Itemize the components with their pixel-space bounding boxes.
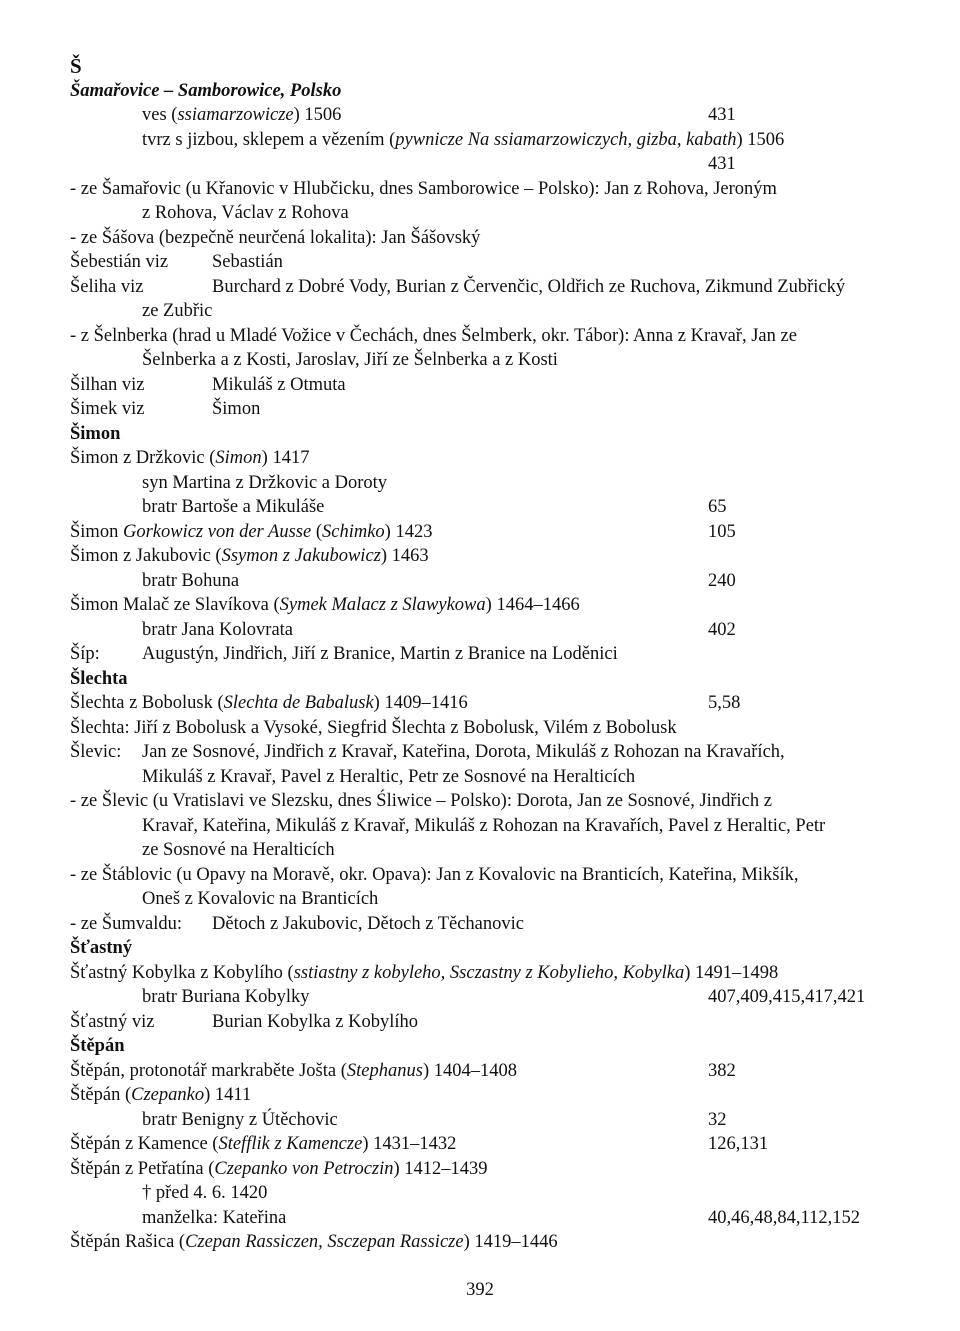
- entry-source-form: Slechta de Babalusk: [223, 693, 374, 713]
- entry-text: Mikuláš z Kravař, Pavel z Heraltic, Petr ze Sosnové na Heralticích: [142, 766, 636, 787]
- index-subline: [70, 128, 900, 153]
- entry-text: ze Sosnové na Heralticích: [142, 840, 335, 860]
- entry-text: bratr Buriana Kobylky: [142, 987, 310, 1007]
- index-line: Šlechta: Jiří z Bobolusk a Vysoké, Siegfrid Šlechta z Bobolusk, Vilém z Bobolusk: [70, 717, 677, 738]
- entry-text: Šťastný Kobylka z Kobylího (: [70, 962, 294, 983]
- entry-text: Šimon Malač ze Slavíkova (: [70, 595, 280, 615]
- index-entry: [70, 593, 900, 618]
- entry-heading: Šimon: [70, 423, 121, 444]
- entry-text: ) 1463: [380, 546, 429, 566]
- entry-text: Štěpán z Petřatína (: [70, 1158, 215, 1179]
- entry-text: ) 1431–1432: [362, 1134, 457, 1154]
- cross-reference-line: [70, 373, 900, 398]
- entry-text: Šimon: [70, 521, 123, 542]
- cross-reference-target: Augustýn, Jindřich, Jiří z Branice, Martin z Branice na Loděnici: [142, 644, 618, 664]
- index-entry: [70, 446, 900, 471]
- entry-text: Šimon z Jakubovic (: [70, 546, 222, 566]
- cross-reference-target: Burian Kobylka z Kobylího: [212, 1011, 419, 1032]
- entry-source-form: ssiamarzowicze: [177, 105, 294, 125]
- entry-text: tvrz s jizbou, sklepem a vězením (: [142, 129, 396, 150]
- index-entry: [70, 691, 900, 716]
- entry-text: Štěpán, protonotář markraběte Jošta (: [70, 1060, 347, 1081]
- entry-text: Štěpán (: [70, 1085, 132, 1105]
- index-subline: [70, 1108, 900, 1133]
- entry-text: ) 1464–1466: [485, 595, 580, 615]
- index-entry: [70, 1157, 900, 1182]
- entry-text: Šlechta z Bobolusk (: [70, 693, 224, 713]
- index-line: - ze Šášova (bezpečně neurčená lokalita): Jan Šášovský: [70, 227, 481, 248]
- index-entry: [70, 1083, 900, 1108]
- entry-text: ) 1419–1446: [463, 1232, 558, 1252]
- entry-source-form: Ssymon z Jakubowicz: [221, 546, 381, 566]
- cross-reference-line: [70, 275, 900, 300]
- cross-reference-label: Šeliha viz: [70, 276, 144, 297]
- cross-reference-target: Mikuláš z Otmuta: [212, 374, 346, 395]
- entry-text: † před 4. 6. 1420: [142, 1183, 268, 1203]
- entry-source-form: Simon: [215, 448, 262, 468]
- entry-source-form: Stephanus: [346, 1060, 423, 1081]
- index-subline: [70, 299, 900, 324]
- entry-source-form: Symek Malacz z Slawykowa: [279, 595, 486, 615]
- entry-heading: Šlechta: [70, 668, 128, 689]
- entry-text: z Rohova, Václav z Rohova: [142, 203, 349, 223]
- entry-text: ) 1506: [293, 105, 342, 125]
- cross-reference-line: [70, 642, 900, 667]
- index-entry: [70, 961, 900, 986]
- entry-text: bratr Bohuna: [142, 570, 240, 591]
- entry-text: ) 1409–1416: [373, 693, 468, 713]
- entry-source-form: sstiastny z kobyleho, Ssczastny z Kobylieho, Kobylka: [293, 962, 685, 983]
- entry-text: ves (: [142, 105, 178, 125]
- entry-text: (: [311, 521, 322, 542]
- index-subline: [70, 1206, 900, 1231]
- cross-reference-label: Šlevic:: [70, 742, 122, 762]
- index-subline: [70, 985, 900, 1010]
- entry-text: ) 1506: [736, 129, 785, 150]
- cross-reference-line: [70, 912, 900, 937]
- cross-reference-target: Sebastián: [212, 252, 283, 272]
- entry-text: bratr Benigny z Útěchovic: [142, 1109, 338, 1130]
- entry-text: Kravař, Kateřina, Mikuláš z Kravař, Mikuláš z Rohozan na Kravařích, Pavel z Heraltic, Petr: [142, 815, 826, 836]
- index-subline: [70, 765, 900, 790]
- index-line: - ze Štáblovic (u Opavy na Moravě, okr. Opava): Jan z Kovalovic na Branticích, Kateřina, Mikšík,: [70, 864, 799, 885]
- index-subline: [70, 838, 900, 863]
- cross-reference-label: Šimek viz: [70, 399, 145, 419]
- cross-reference-target: Jan ze Sosnové, Jindřich z Kravař, Kateřina, Dorota, Mikuláš z Rohozan na Kravařích,: [142, 742, 785, 762]
- index-line: - ze Šamařovic (u Křanovic v Hlubčicku, dnes Samborowice – Polsko): Jan z Rohova, Jeroným: [70, 178, 777, 199]
- entry-text: ) 1423: [384, 521, 433, 542]
- cross-reference-target: Šimon: [212, 399, 261, 419]
- page-reference-line: [70, 152, 900, 177]
- entry-text: Oneš z Kovalovic na Branticích: [142, 889, 379, 909]
- entry-text: bratr Bartoše a Mikuláše: [142, 497, 325, 517]
- entry-text: Šelnberka a z Kosti, Jaroslav, Jiří ze Šelnberka a z Kosti: [142, 350, 558, 370]
- page-reference: 382: [708, 1060, 736, 1081]
- index-subline: [70, 103, 900, 128]
- page-reference: 402: [708, 619, 736, 640]
- cross-reference-line: [70, 397, 900, 422]
- page-reference: 65: [708, 497, 727, 517]
- entry-text: Štěpán z Kamence (: [70, 1134, 219, 1154]
- index-subline: [70, 471, 900, 496]
- page-reference: 240: [708, 570, 736, 591]
- index-subline: [70, 1181, 900, 1206]
- entry-heading: Šťastný: [70, 938, 133, 958]
- index-subline: [70, 814, 900, 839]
- index-subline: [70, 618, 900, 643]
- entry-source-form: Stefflik z Kamencze: [218, 1134, 363, 1154]
- cross-reference-line: [70, 250, 900, 275]
- index-entry: [70, 1059, 900, 1084]
- index-subline: [70, 887, 900, 912]
- entry-heading: Štěpán: [70, 1036, 125, 1056]
- entry-text: ) 1417: [261, 448, 310, 468]
- page-number: 392: [466, 1280, 494, 1300]
- index-entry: [70, 1132, 900, 1157]
- index-entries: [70, 79, 900, 1255]
- entry-source-form: Czepanko von Petroczin: [214, 1158, 394, 1179]
- entry-source-form: Czepan Rassiczen, Ssczepan Rassicze: [185, 1232, 464, 1252]
- page-reference: 431: [708, 105, 736, 125]
- section-letter: Š: [70, 54, 82, 78]
- entry-source-form: Gorkowicz von der Ausse: [122, 521, 312, 542]
- cross-reference-label: Šťastný viz: [70, 1011, 155, 1032]
- cross-reference-label: Šíp:: [70, 644, 100, 664]
- entry-text: ) 1491–1498: [684, 962, 779, 983]
- entry-text: ) 1412–1439: [393, 1158, 488, 1179]
- entry-text: syn Martina z Držkovic a Doroty: [142, 472, 388, 493]
- entry-heading: Šamařovice – Samborowice, Polsko: [70, 80, 342, 101]
- entry-source-form: Schimko: [321, 521, 385, 542]
- index-entry: [70, 544, 900, 569]
- page-reference: 407,409,415,417,421: [708, 987, 866, 1007]
- page-reference: 40,46,48,84,112,152: [708, 1207, 860, 1228]
- page-reference: 126,131: [708, 1134, 769, 1154]
- entry-text: bratr Jana Kolovrata: [142, 619, 294, 640]
- cross-reference-line: [70, 740, 900, 765]
- entry-source-form: Czepanko: [131, 1085, 205, 1105]
- cross-reference-target: Burchard z Dobré Vody, Burian z Červenčic, Oldřich ze Ruchova, Zikmund Zubřický: [212, 276, 846, 297]
- cross-reference-line: [70, 1010, 900, 1035]
- entry-text: ) 1404–1408: [422, 1060, 518, 1081]
- entry-text: ze Zubřic: [142, 301, 213, 321]
- entry-text: Šimon z Držkovic (: [70, 448, 216, 468]
- cross-reference-target: Dětoch z Jakubovic, Dětoch z Těchanovic: [212, 913, 524, 934]
- entry-text: ) 1411: [204, 1085, 252, 1105]
- page-reference: 32: [708, 1109, 727, 1130]
- index-entry: [70, 1230, 900, 1255]
- index-entry: [70, 520, 900, 545]
- entry-source-form: pywnicze Na ssiamarzowiczych, gizba, kabath: [395, 129, 737, 150]
- cross-reference-label: Šilhan viz: [70, 374, 145, 395]
- index-subline: [70, 201, 900, 226]
- cross-reference-label: - ze Šumvaldu:: [70, 913, 183, 934]
- index-subline: [70, 348, 900, 373]
- page-reference: 105: [708, 521, 736, 542]
- entry-text: Štěpán Rašica (: [70, 1232, 186, 1252]
- index-subline: [70, 569, 900, 594]
- index-line: - ze Šlevic (u Vratislavi ve Slezsku, dnes Śliwice – Polsko): Dorota, Jan ze Sosnové, Jindřich z: [70, 791, 772, 811]
- index-line: - z Šelnberka (hrad u Mladé Vožice v Čechách, dnes Šelmberk, okr. Tábor): Anna z Kravař, Jan ze: [70, 325, 797, 346]
- entry-text: manželka: Kateřina: [142, 1207, 287, 1228]
- index-page: [70, 54, 900, 1255]
- page-reference: 431: [708, 154, 736, 174]
- page-reference: 5,58: [708, 693, 741, 713]
- cross-reference-label: Šebestián viz: [70, 252, 169, 272]
- index-subline: [70, 495, 900, 520]
